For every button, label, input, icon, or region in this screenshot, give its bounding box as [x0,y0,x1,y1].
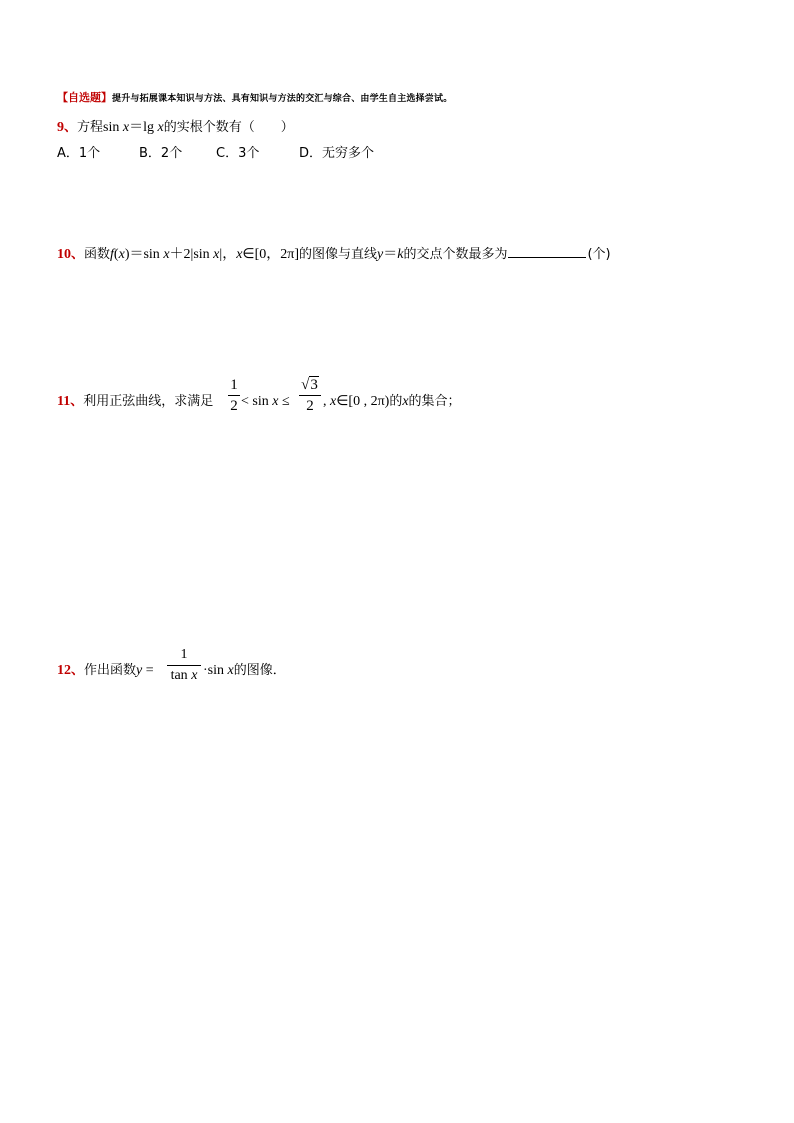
fraction-numerator [299,376,321,394]
math-tan: tan [170,668,192,683]
question-text: 的实根个数有（ ） [163,120,294,135]
math-expr: ·sin [203,663,228,678]
answer-blank[interactable] [508,244,586,258]
math-var: x [191,668,198,683]
fraction-denominator: 2 [306,398,314,414]
math-var: k [397,247,404,262]
option-c: C．3个 [216,146,260,161]
question-separator: 、 [71,663,85,678]
fraction-numerator: 1 [180,647,188,662]
option-d: D．无穷多个 [299,146,375,161]
question-separator: 、 [71,247,85,262]
math-expr: )＝sin [124,247,164,262]
fraction-bar [299,395,321,396]
math-expr: ＋2|sin [169,247,214,262]
question-9-options [57,145,374,163]
math-interval: ∈[0 , 2π) [336,394,390,409]
fraction-denominator: 2 [230,398,238,414]
math-var: x [227,663,234,678]
section-description: 提升与拓展课本知识与方法、具有知识与方法的交汇与综合、由学生自主选择尝试。 [112,94,453,104]
math-var: x [272,394,279,409]
math-var: x [163,247,170,262]
fraction-numerator: 1 [230,377,238,393]
question-separator: 、 [64,120,78,135]
math-var: x [213,247,220,262]
fraction-one-half [228,376,240,415]
math-var: x [157,120,164,135]
question-separator: 、 [70,394,84,409]
question-text: 利用正弦曲线，求满足 [83,394,214,409]
question-9 [57,117,294,137]
question-unit: (个) [587,247,611,262]
question-text: 作出函数 [84,663,137,678]
math-lg: ＝lg [129,120,158,135]
question-number: 10 [57,247,71,262]
question-10 [57,244,611,264]
fraction-denominator [167,667,201,685]
math-equals: ＝ [383,247,398,262]
math-var: x [236,247,243,262]
question-text: 的图像与直线 [299,247,378,262]
fraction-one-over-tanx [167,646,201,685]
math-var: x [402,394,409,409]
math-var: y [136,663,143,678]
question-text: 函数 [84,247,111,262]
sqrt-sign: √ [301,377,310,393]
math-expr: < sin [241,394,273,409]
math-var: x [118,247,125,262]
question-text: 的集合； [408,394,461,409]
math-equals: = [142,663,154,678]
question-text: 方程 [77,120,104,135]
question-number: 11 [57,394,71,409]
math-var: x [122,120,130,135]
math-interval: ∈[0，2π] [242,247,300,262]
sqrt-radicand: 3 [310,377,318,393]
question-text: 的交点个数最多为 [403,247,508,262]
math-expr: |， [219,247,237,262]
fraction-bar [228,395,240,396]
question-number: 9 [57,120,64,135]
section-tag: 【自选题】 [57,91,112,104]
math-var: y [377,247,384,262]
math-paren: ( [113,247,119,262]
fraction-bar [167,665,201,666]
option-a: A．1个 [57,146,101,161]
math-sin: sin [103,120,123,135]
section-header [57,91,452,106]
math-comma: , [323,394,330,409]
math-func: f [110,247,114,262]
fraction-sqrt3-over-2 [299,376,321,415]
question-text: 的图像． [233,663,286,678]
question-text: 的 [389,394,403,409]
question-number: 12 [57,663,71,678]
math-var: x [330,394,337,409]
math-le: ≤ [278,394,290,409]
option-b: B．2个 [139,146,183,161]
